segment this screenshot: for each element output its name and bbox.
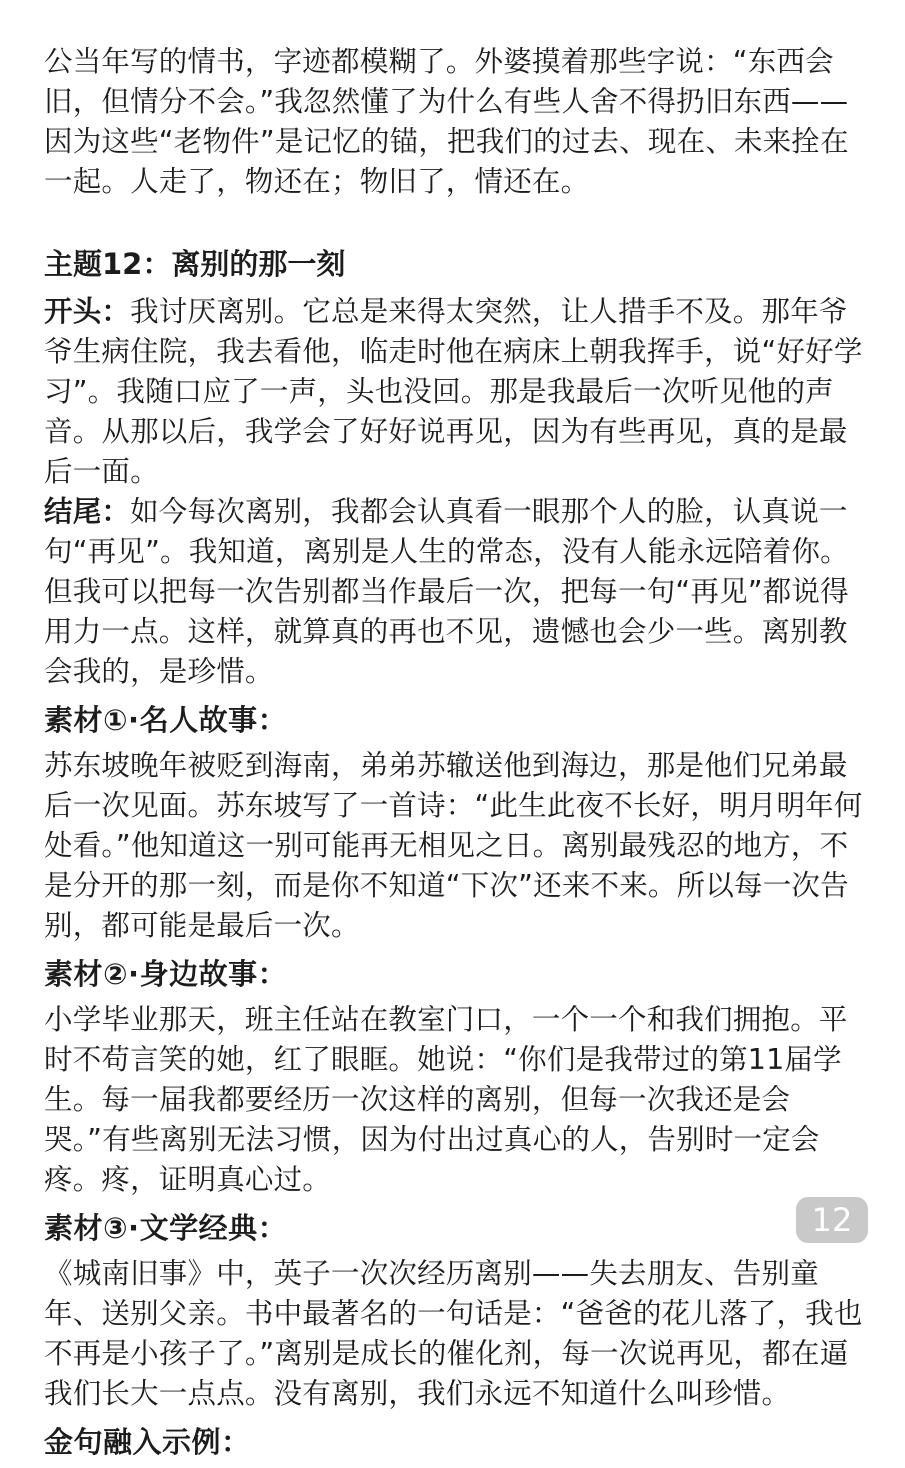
ending-label: 结尾： [44,495,131,528]
material-1-text: 苏东坡晚年被贬到海南，弟弟苏辙送他到海边，那是他们兄弟最后一次见面。苏东坡写了一首诗：“此生此夜不长好，明月明年何处看。”他知道这一别可能再无相见之日。离别最残忍的地方，不是分开的那一刻，而是你不知道“下次”还来不来。所以每一次告别，都可能是最后一次。 [44,749,863,942]
material-2-text: 小学毕业那天，班主任站在教室门口，一个一个和我们拥抱。平时不苟言笑的她，红了眼眶。她说：“你们是我带过的第11届学生。每一届我都要经历一次这样的离别，但每一次我还是会哭。”有些离别无法习惯，因为付出过真心的人，告别时一定会疼。疼，证明真心过。 [44,1003,848,1196]
opening-text: 我讨厌离别。它总是来得太突然，让人措手不及。那年爷爷生病住院，我去看他，临走时他在病床上朝我挥手，说“好好学习”。我随口应了一声，头也没回。那是我最后一次听见他的声音。从那以后，我学会了好好说再见，因为有些再见，真的是最后一面。 [44,295,863,488]
page-number-badge: 12 [796,1197,868,1243]
ending-text: 如今每次离别，我都会认真看一眼那个人的脸，认真说一句“再见”。我知道，离别是人生的常态，没有人能永远陪着你。但我可以把每一次告别都当作最后一次，把每一句“再见”都说得用力一点。这样，就算真的再也不见，遗憾也会少一些。离别教会我的，是珍惜。 [44,495,849,688]
opening-label: 开头： [44,295,131,328]
material-2-heading: 素材②·身边故事： [44,957,288,991]
material-3-heading: 素材③·文学经典： [44,1211,288,1245]
intro-paragraph: 公当年写的情书，字迹都模糊了。外婆摸着那些字说：“东西会旧，但情分不会。”我忽然懂了为什么有些人舍不得扔旧东西——因为这些“老物件”是记忆的锚，把我们的过去、现在、未来拴在一起。人走了，物还在；物旧了，情还在。 [44,45,849,198]
theme-title: 主题12：离别的那一刻 [44,247,346,281]
ending-paragraph [44,492,874,692]
material-3-text: 《城南旧事》中，英子一次次经历离别——失去朋友、告别童年、送别父亲。书中最著名的一句话是：“爸爸的花儿落了，我也不再是小孩子了。”离别是成长的催化剂，每一次说再见，都在逼我们长大一点点。没有离别，我们永远不知道什么叫珍惜。 [44,1257,863,1410]
opening-paragraph [44,292,874,492]
material-1-heading: 素材①·名人故事： [44,703,288,737]
section-gap [44,202,874,244]
final-heading: 金句融入示例： [44,1425,251,1459]
document-page [44,42,874,1468]
